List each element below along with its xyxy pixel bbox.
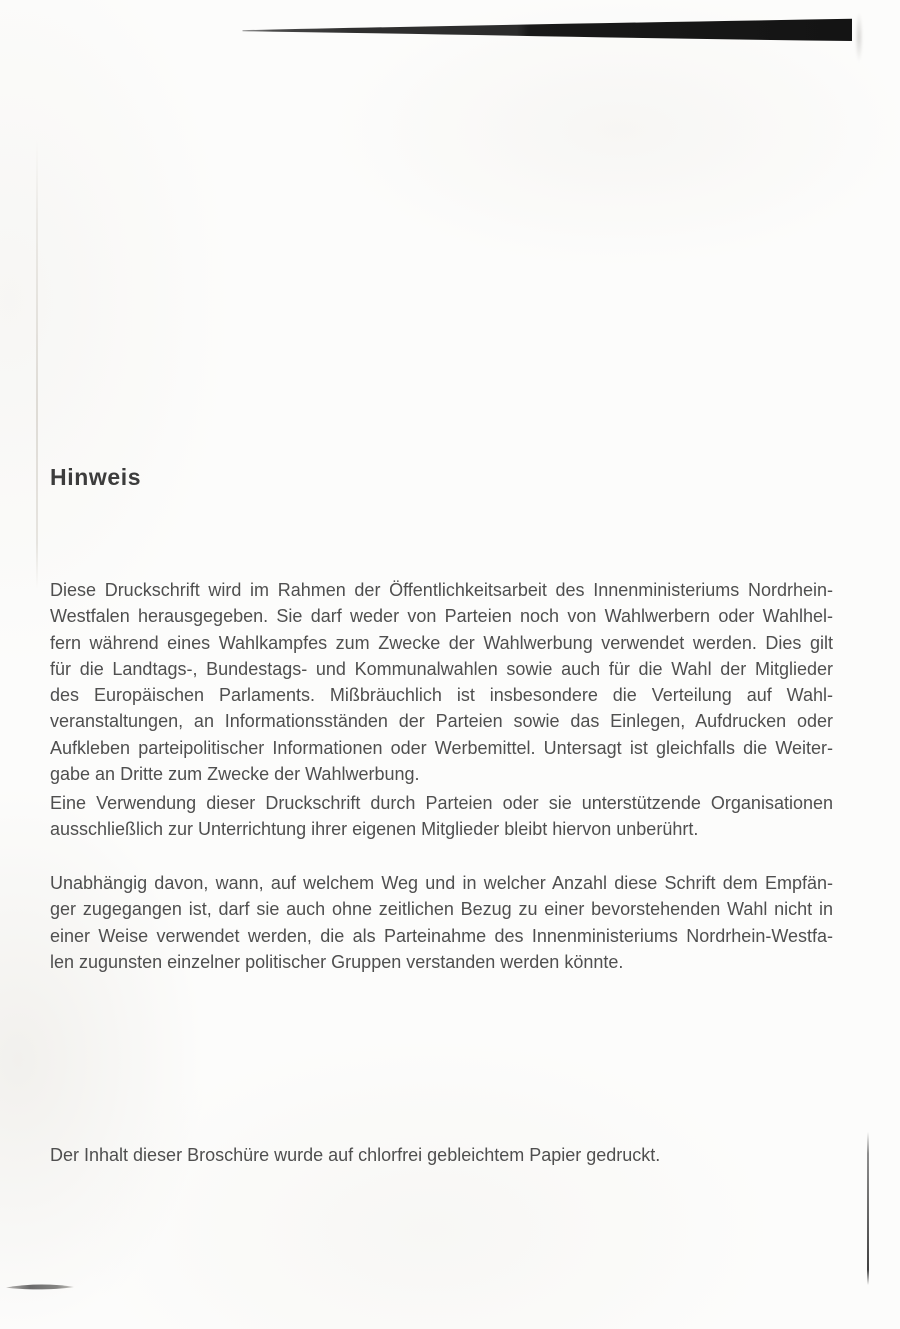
text-line: fern während eines Wahlkampfes zum Zwecke der Wahlwerbung verwendet werden. Dies gilt bbox=[50, 632, 833, 653]
scan-corner-smudge bbox=[855, 12, 863, 62]
scan-top-bar bbox=[0, 0, 900, 70]
notice-paragraph-independence bbox=[50, 870, 833, 975]
text-line: Aufkleben parteipolitischer Informationen oder Werbemittel. Untersagt ist gleichfalls die Weiter- bbox=[50, 737, 833, 758]
scan-bottom-left-mark bbox=[2, 1280, 92, 1296]
notice-paragraph-usage-restriction bbox=[50, 577, 833, 787]
scan-right-edge-line bbox=[867, 1132, 869, 1285]
text-line: Diese Druckschrift wird im Rahmen der Öffentlichkeitsarbeit des Innenministeriums Nordrhein- bbox=[50, 580, 833, 600]
notice-heading: Hinweis bbox=[50, 464, 142, 490]
text-line: des Europäischen Parlaments. Mißbräuchlich ist insbesondere die Verteilung auf Wahl- bbox=[50, 685, 833, 706]
chlorine-free-paper-note: Der Inhalt dieser Broschüre wurde auf chlorfrei gebleichtem Papier gedruckt. bbox=[50, 1145, 661, 1165]
text-line: len zugunsten einzelner politischer Gruppen verstanden werden könnte. bbox=[50, 951, 624, 972]
text-line: Eine Verwendung dieser Druckschrift durch Parteien oder sie unterstützende Organisationen bbox=[50, 793, 833, 813]
text-line: für die Landtags-, Bundestags- und Kommunalwahlen sowie auch für die Wahl der Mitglieder bbox=[50, 658, 833, 679]
text-line: Westfalen herausgegeben. Sie darf weder von Parteien noch von Wahlwerbern oder Wahlhel- bbox=[50, 606, 833, 627]
text-line: ger zugegangen ist, darf sie auch ohne zeitlichen Bezug zu einer bevorstehenden Wahl nicht in bbox=[50, 899, 833, 920]
text-line: ausschließlich zur Unterrichtung ihrer eigenen Mitglieder bleibt hiervon unberührt. bbox=[50, 819, 699, 840]
text-line: veranstaltungen, an Informationsständen der Parteien sowie das Einlegen, Aufdrucken oder bbox=[50, 711, 833, 732]
notice-paragraph-member-information bbox=[50, 790, 833, 843]
text-line: gabe an Dritte zum Zwecke der Wahlwerbung. bbox=[50, 764, 420, 785]
scan-left-edge-line bbox=[36, 140, 38, 588]
text-line: Unabhängig davon, wann, auf welchem Weg und in welcher Anzahl diese Schrift dem Empfän- bbox=[50, 873, 833, 893]
text-line: einer Weise verwendet werden, die als Parteinahme des Innenministeriums Nordrhein-Westfa- bbox=[50, 925, 833, 946]
